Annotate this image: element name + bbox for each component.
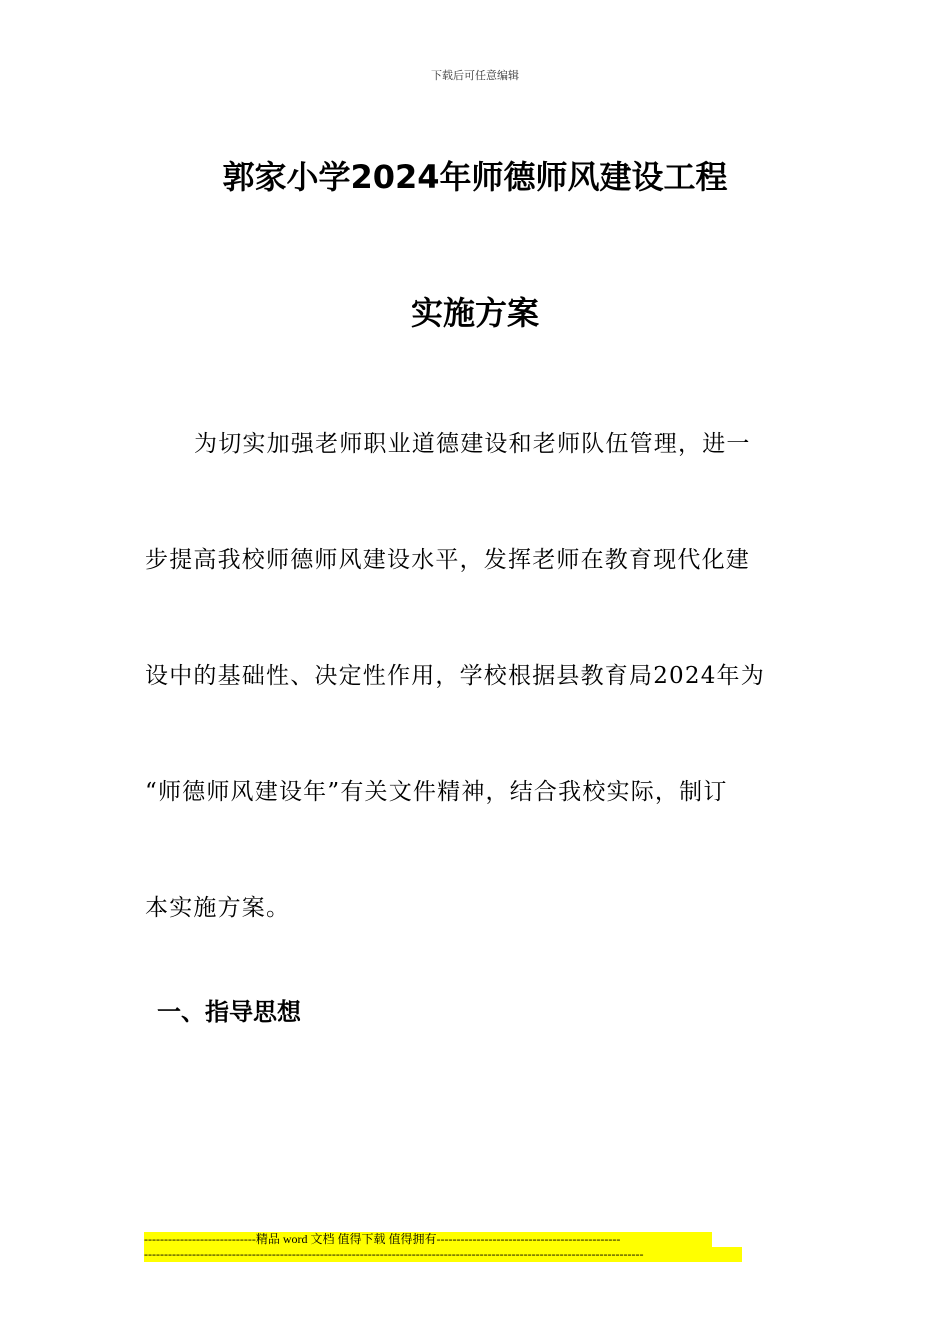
body-paragraph-line-2: 步提高我校师德师风建设水平，发挥老师在教育现代化建	[145, 547, 750, 573]
body-paragraph-line-4: “师德师风建设年”有关文件精神，结合我校实际，制订	[145, 779, 728, 805]
document-title-line-2: 实施方案	[410, 294, 539, 332]
footer-banner-line-1: ----------------------------精品 word 文档 值得下载 值得拥有----------------------------------------------	[144, 1232, 712, 1247]
document-title-line-1: 郭家小学2024年师德师风建设工程	[222, 158, 728, 196]
section-heading-guiding-ideology: 一、指导思想	[157, 998, 301, 1026]
header-note: 下载后可任意编辑	[431, 69, 519, 82]
footer-banner-line-2: -----------------------------------------------------------------------------------------------------------------------------	[144, 1247, 742, 1262]
body-paragraph-line-3: 设中的基础性、决定性作用，学校根据县教育局2024年为	[145, 663, 765, 689]
body-paragraph-line-1: 为切实加强老师职业道德建设和老师队伍管理，进一	[194, 431, 751, 457]
body-paragraph-line-5: 本实施方案。	[145, 895, 291, 921]
